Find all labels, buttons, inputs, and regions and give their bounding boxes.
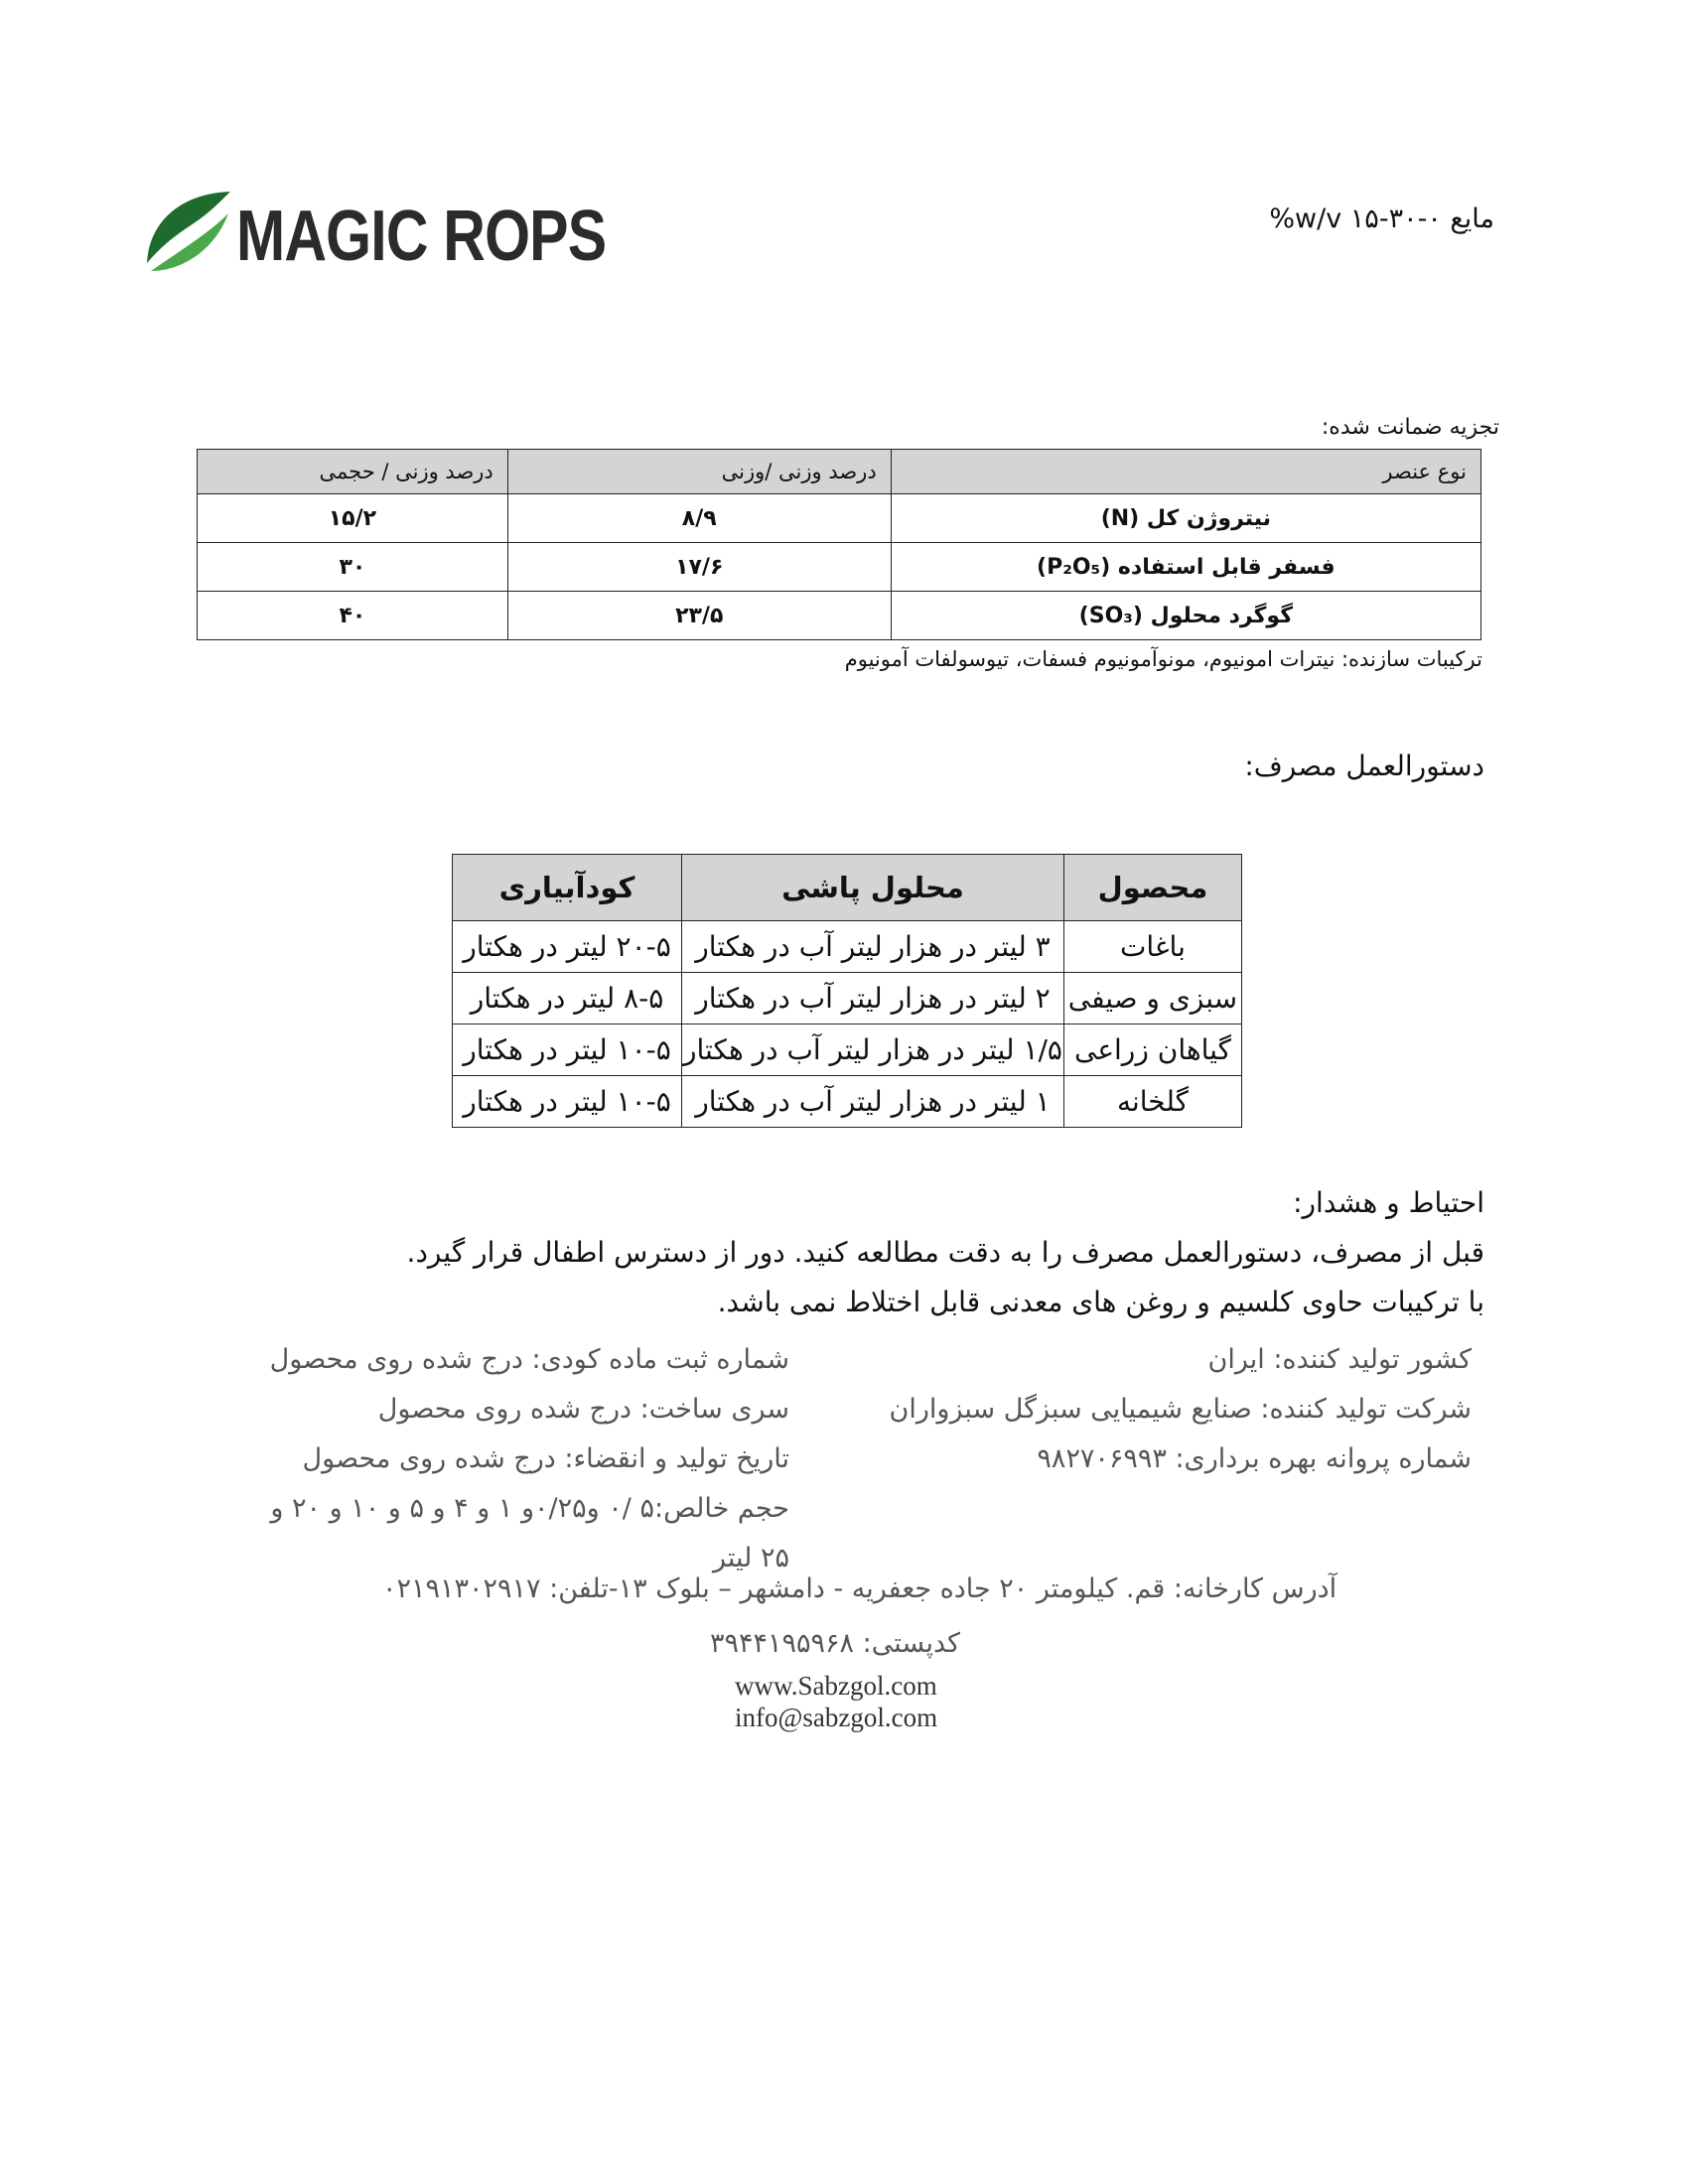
- logo-text: MAGIC ROPS: [236, 197, 607, 276]
- table-row: [198, 494, 1481, 543]
- element-cell: فسفر قابل استفاده (P₂O₅): [891, 543, 1480, 592]
- registration-text: شماره ثبت ماده کودی: درج شده روی محصول: [269, 1344, 789, 1375]
- net-volume-text: حجم خالص:۵ /۰ و۰/۲۵و ۱ و ۴ و ۵ و ۱۰ و ۲۰ و ۲۵ لیتر: [270, 1493, 789, 1573]
- analysis-table: [197, 449, 1481, 640]
- batch-text: سری ساخت: درج شده روی محصول: [377, 1394, 789, 1425]
- crop-cell: گلخانه: [1063, 1076, 1241, 1128]
- fertigation-cell: ۱۰-۵ لیتر در هکتار: [453, 1024, 682, 1076]
- warning-line: با ترکیبات حاوی کلسیم و روغن های معدنی قابل اختلاط نمی باشد.: [717, 1286, 1484, 1318]
- brand-logo: [139, 184, 607, 283]
- email-link[interactable]: info@sabzgol.com: [735, 1703, 938, 1732]
- warning-line: قبل از مصرف، دستورالعمل مصرف را به دقت مطالعه کنید. دور از دسترس اطفال قرار گیرد.: [406, 1236, 1484, 1269]
- fertigation-cell: ۱۰-۵ لیتر در هکتار: [453, 1076, 682, 1128]
- composition-text: ترکیبات سازنده: نیترات امونیوم، مونوآمونیوم فسفات، تیوسولفات آمونیوم: [844, 647, 1482, 671]
- table-row: [453, 1024, 1242, 1076]
- column-header-fertigation: کودآبیاری: [453, 855, 682, 921]
- spray-cell: ۱/۵ لیتر در هزار لیتر آب در هکتار: [682, 1024, 1064, 1076]
- wv-cell: ۳۰: [198, 543, 508, 592]
- website-link[interactable]: www.Sabzgol.com: [735, 1671, 937, 1701]
- fertigation-cell: ۲۰-۵ لیتر در هکتار: [453, 921, 682, 973]
- table-row: [198, 592, 1481, 640]
- column-header-element: نوع عنصر: [891, 450, 1480, 494]
- analysis-heading: تجزیه ضمانت شده:: [1321, 415, 1499, 440]
- postal-code: کدپستی: ۳۹۴۴۱۹۵۹۶۸: [710, 1628, 960, 1659]
- table-header-row: [198, 450, 1481, 494]
- usage-table: [452, 854, 1242, 1128]
- table-row: [453, 973, 1242, 1024]
- column-header-spray: محلول پاشی: [682, 855, 1064, 921]
- column-header-ww: درصد وزنی /وزنی: [507, 450, 891, 494]
- usage-heading: دستورالعمل مصرف:: [1244, 750, 1484, 782]
- column-header-crop: محصول: [1063, 855, 1241, 921]
- factory-address: آدرس کارخانه: قم. کیلومتر ۲۰ جاده جعفریه - دامشهر – بلوک ۱۳-تلفن: ۰۲۱۹۱۳۰۲۹۱۷: [382, 1573, 1337, 1604]
- crop-cell: گیاهان زراعی: [1063, 1024, 1241, 1076]
- table-row: [198, 543, 1481, 592]
- warning-heading: احتیاط و هشدار:: [1293, 1186, 1484, 1219]
- crop-cell: باغات: [1063, 921, 1241, 973]
- fertigation-cell: ۸-۵ لیتر در هکتار: [453, 973, 682, 1024]
- table-row: [453, 1076, 1242, 1128]
- dates-text: تاریخ تولید و انقضاء: درج شده روی محصول: [302, 1443, 789, 1474]
- table-row: [453, 921, 1242, 973]
- column-header-wv: درصد وزنی / حجمی: [198, 450, 508, 494]
- country-text: کشور تولید کننده: ایران: [1207, 1344, 1472, 1375]
- wv-cell: ۱۵/۲: [198, 494, 508, 543]
- element-cell: نیتروژن کل (N): [891, 494, 1480, 543]
- table-header-row: [453, 855, 1242, 921]
- ww-cell: ۱۷/۶: [507, 543, 891, 592]
- element-cell: گوگرد محلول (SO₃): [891, 592, 1480, 640]
- wv-cell: ۴۰: [198, 592, 508, 640]
- product-title: مایع ۰-۳۰-۱۵ w/v%: [1269, 204, 1494, 234]
- spray-cell: ۱ لیتر در هزار لیتر آب در هکتار: [682, 1076, 1064, 1128]
- leaf-icon: [139, 184, 238, 283]
- license-text: شماره پروانه بهره برداری: ۹۸۲۷۰۶۹۹۳: [1037, 1443, 1472, 1474]
- product-info: [233, 1335, 789, 1583]
- ww-cell: ۲۳/۵: [507, 592, 891, 640]
- ww-cell: ۸/۹: [507, 494, 891, 543]
- spray-cell: ۳ لیتر در هزار لیتر آب در هکتار: [682, 921, 1064, 973]
- spray-cell: ۲ لیتر در هزار لیتر آب در هکتار: [682, 973, 1064, 1024]
- manufacturer-info: [816, 1335, 1472, 1484]
- company-text: شرکت تولید کننده: صنایع شیمیایی سبزگل سبزواران: [889, 1394, 1472, 1425]
- crop-cell: سبزی و صیفی: [1063, 973, 1241, 1024]
